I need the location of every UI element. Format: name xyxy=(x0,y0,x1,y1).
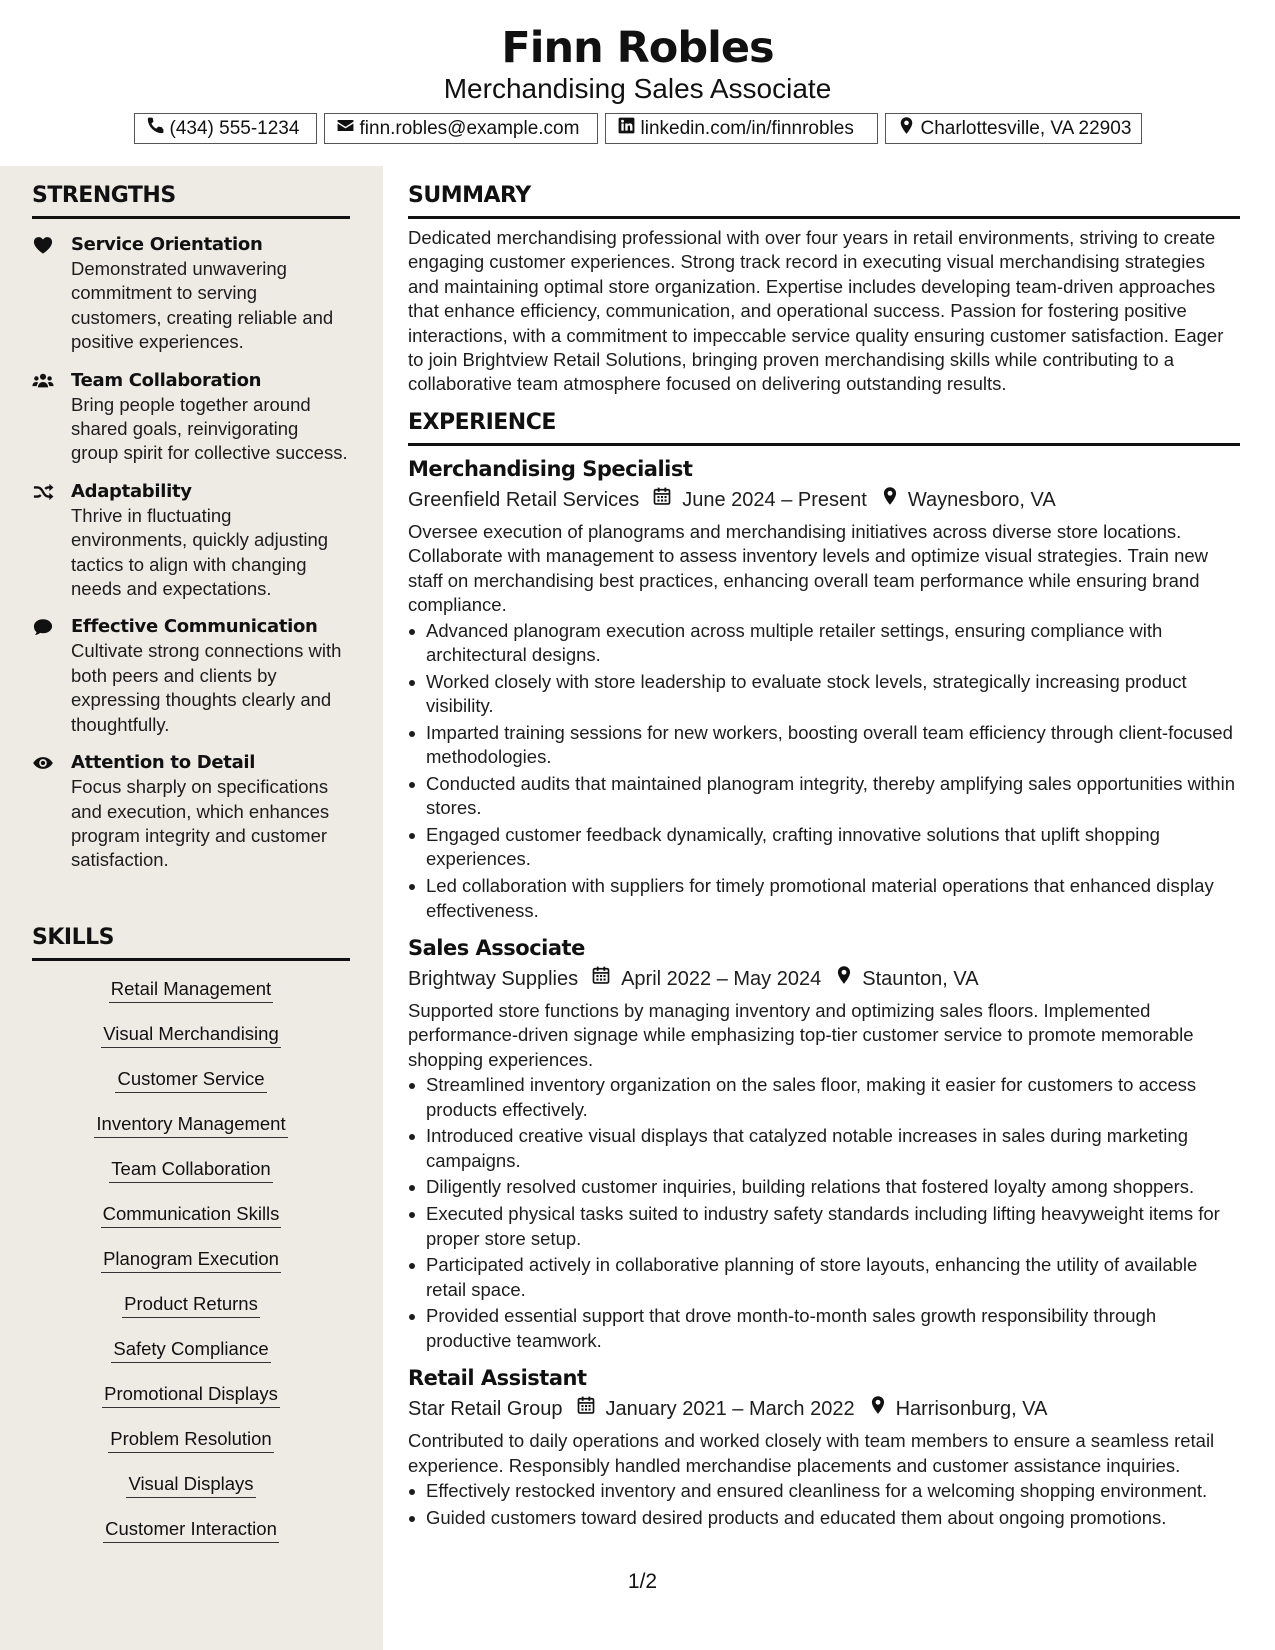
resume-header xyxy=(0,0,1275,166)
strength-title: Effective Communication xyxy=(71,616,318,638)
strength-description: Cultivate strong connections with both peers and clients by expressing thoughts clearly and thoughtfully. xyxy=(71,640,342,735)
phone-text: (434) 555-1234 xyxy=(169,117,300,139)
skill-item xyxy=(32,971,350,1016)
skill-label: Visual Merchandising xyxy=(101,1022,281,1048)
skill-label: Promotional Displays xyxy=(102,1382,280,1408)
job-bullets xyxy=(408,1479,1240,1530)
bullet-item: Streamlined inventory organization on the sales floor, making it easier for customers to access products effectively. xyxy=(408,1073,1240,1122)
envelope-icon xyxy=(336,116,355,141)
bullet-item: Guided customers toward desired products and educated them about ongoing promotions. xyxy=(408,1506,1240,1530)
bullet-item: Imparted training sessions for new workers, boosting overall team efficiency through client-focused methodologies. xyxy=(408,721,1240,770)
skill-label: Visual Displays xyxy=(126,1472,255,1498)
strength-item xyxy=(32,750,350,873)
job-description: Oversee execution of planograms and merchandising initiatives across diverse store locations. Collaborate with management to assess inventory levels and optimize visual strategies. Train new staff on merchandising best practices, enhancing overall team performance while ensuring brand compliance. xyxy=(408,521,1209,616)
eye-icon xyxy=(32,753,54,773)
job-dates: April 2022 – May 2024 xyxy=(621,967,822,990)
candidate-name: Finn Robles xyxy=(501,23,774,73)
map-pin-icon xyxy=(897,116,916,141)
strength-description: Thrive in fluctuating environments, quickly adjusting tactics to align with changing needs and expectations. xyxy=(71,504,329,600)
job-entry xyxy=(408,933,1240,1353)
skill-label: Product Returns xyxy=(122,1292,260,1318)
strength-description: Focus sharply on specifications and execution, which enhances program integrity and customer satisfaction. xyxy=(71,776,330,871)
skill-item xyxy=(32,1421,350,1466)
job-company: Brightway Supplies xyxy=(408,967,579,990)
strength-title: Attention to Detail xyxy=(71,752,256,774)
heart-icon xyxy=(32,235,54,255)
map-pin-icon xyxy=(834,964,854,994)
skill-item xyxy=(32,1196,350,1241)
summary-heading: SUMMARY xyxy=(408,182,1240,219)
job-role: Merchandising Specialist xyxy=(408,457,693,481)
bullet-item: Diligently resolved customer inquiries, building relations that fostered loyalty among shoppers. xyxy=(408,1175,1240,1199)
job-bullets xyxy=(408,1073,1240,1353)
strengths-section xyxy=(32,182,350,873)
strength-title: Adaptability xyxy=(71,480,192,502)
bullet-item: Advanced planogram execution across multiple retailer settings, ensuring compliance with architectural designs. xyxy=(408,619,1240,668)
skill-label: Inventory Management xyxy=(94,1112,287,1138)
experience-section xyxy=(408,409,1240,1532)
skill-label: Communication Skills xyxy=(101,1202,282,1228)
strength-item xyxy=(32,368,350,466)
job-role: Sales Associate xyxy=(408,935,585,960)
map-pin-icon xyxy=(880,485,900,515)
job-dates: January 2021 – March 2022 xyxy=(605,1398,855,1421)
calendar-icon xyxy=(652,485,672,515)
skills-heading: SKILLS xyxy=(32,924,350,961)
job-entry xyxy=(408,1363,1240,1530)
strength-description: Bring people together around shared goals, reinvigorating group spirit for collective success. xyxy=(71,393,348,464)
job-location: Staunton, VA xyxy=(862,967,979,990)
skill-item xyxy=(32,1106,350,1151)
linkedin-icon xyxy=(617,116,636,141)
location-text: Charlottesville, VA 22903 xyxy=(920,117,1132,139)
strength-description: Demonstrated unwavering commitment to serving customers, creating reliable and positive experiences. xyxy=(71,258,334,353)
skills-list xyxy=(32,971,350,1556)
job-role: Retail Assistant xyxy=(408,1366,587,1391)
skill-label: Retail Management xyxy=(109,977,273,1003)
job-location: Harrisonburg, VA xyxy=(895,1398,1048,1421)
candidate-title: Merchandising Sales Associate xyxy=(443,73,832,104)
bullet-item: Engaged customer feedback dynamically, crafting innovative solutions that uplift shopping experiences. xyxy=(408,823,1240,872)
strength-title: Service Orientation xyxy=(71,234,263,255)
skill-label: Customer Service xyxy=(115,1067,266,1093)
calendar-icon xyxy=(576,1394,596,1424)
calendar-icon xyxy=(591,964,611,994)
job-entry xyxy=(408,454,1240,923)
skill-item xyxy=(32,1331,350,1376)
skill-label: Problem Resolution xyxy=(108,1427,273,1453)
bullet-item: Worked closely with store leadership to evaluate stock levels, strategically increasing product visibility. xyxy=(408,670,1240,719)
speech-bubble-icon xyxy=(32,617,54,637)
job-company: Greenfield Retail Services xyxy=(408,489,640,511)
job-description: Contributed to daily operations and worked closely with team members to ensure a seamless retail experience. Responsibly handled merchandise placements and customer assistance inquiries. xyxy=(408,1430,1215,1476)
skill-item xyxy=(32,1016,350,1061)
bullet-item: Participated actively in collaborative planning of store layouts, enhancing the utility of available retail space. xyxy=(408,1253,1240,1302)
bullet-item: Introduced creative visual displays that catalyzed notable increases in sales during marketing campaigns. xyxy=(408,1124,1240,1173)
strength-item xyxy=(32,614,350,737)
linkedin-text: linkedin.com/in/finnrobles xyxy=(640,117,854,139)
map-pin-icon xyxy=(868,1394,888,1424)
strength-item xyxy=(32,479,350,602)
skills-section xyxy=(32,924,350,1556)
job-meta xyxy=(408,964,1240,994)
page-number: 1/2 xyxy=(627,1570,658,1593)
contact-phone[interactable] xyxy=(134,113,317,144)
email-text: finn.robles@example.com xyxy=(359,117,580,139)
users-icon xyxy=(32,371,54,391)
skill-label: Planogram Execution xyxy=(101,1247,281,1273)
sidebar xyxy=(0,166,383,1650)
skill-item xyxy=(32,1511,350,1556)
bullet-item: Conducted audits that maintained planogram integrity, thereby amplifying sales opportunities within stores. xyxy=(408,772,1240,821)
job-bullets xyxy=(408,619,1240,923)
skill-item xyxy=(32,1241,350,1286)
shuffle-icon xyxy=(32,482,54,502)
skill-label: Customer Interaction xyxy=(103,1517,279,1543)
bullet-item: Effectively restocked inventory and ensured cleanliness for a welcoming shopping environment. xyxy=(408,1479,1240,1503)
skill-label: Team Collaboration xyxy=(109,1157,272,1183)
job-dates: June 2024 – Present xyxy=(682,489,867,511)
job-meta xyxy=(408,1394,1240,1424)
bullet-item: Led collaboration with suppliers for timely promotional material operations that enhanced display effectiveness. xyxy=(408,874,1240,923)
contact-linkedin[interactable] xyxy=(605,113,878,144)
contact-location xyxy=(885,113,1142,144)
contact-email[interactable] xyxy=(324,113,598,144)
strength-item xyxy=(32,232,350,355)
strengths-heading: STRENGTHS xyxy=(32,182,350,219)
job-meta xyxy=(408,485,1240,515)
summary-text: Dedicated merchandising professional with over four years in retail environments, striving to create engaging customer experiences. Strong track record in executing visual merchandising strategies and maintaining optimal store organization. Expertise includes developing team-driven approaches that enhance efficiency, communication, and operational success. Passion for fostering positive interactions, with a commitment to impeccable service quality ensuring customer satisfaction. Eager to join Brightview Retail Solutions, bringing proven merchandising skills while contributing to a collaborative team atmosphere focused on delivering outstanding results. xyxy=(408,227,1224,395)
summary-section xyxy=(408,182,1240,397)
job-location: Waynesboro, VA xyxy=(907,489,1056,511)
experience-heading: EXPERIENCE xyxy=(408,409,1240,446)
bullet-item: Provided essential support that drove month-to-month sales growth responsibility through productive teamwork. xyxy=(408,1304,1240,1353)
skill-item xyxy=(32,1466,350,1511)
job-description: Supported store functions by managing inventory and optimizing sales floors. Implemented performance-driven signage while emphasizing top-tier customer service to promote memorable shopping experiences. xyxy=(408,999,1194,1070)
skill-item xyxy=(32,1376,350,1421)
bullet-item: Executed physical tasks suited to industry safety standards including lifting heavyweight items for proper store setup. xyxy=(408,1202,1240,1251)
strength-title: Team Collaboration xyxy=(71,369,262,391)
skill-item xyxy=(32,1286,350,1331)
job-company: Star Retail Group xyxy=(408,1398,563,1421)
skill-item xyxy=(32,1061,350,1106)
phone-icon xyxy=(146,116,165,141)
contact-bar xyxy=(0,113,1275,144)
skill-item xyxy=(32,1151,350,1196)
skill-label: Safety Compliance xyxy=(111,1337,270,1363)
